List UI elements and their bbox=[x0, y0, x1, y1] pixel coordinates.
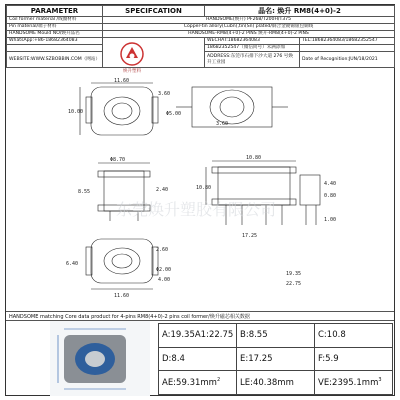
dim-pin-4-4: 4.40 bbox=[324, 181, 337, 187]
param-a: A:19.35A1:22.75 bbox=[159, 324, 237, 348]
core-parameters-table bbox=[158, 323, 393, 395]
param-d: D:8.4 bbox=[159, 347, 237, 371]
header-table bbox=[6, 5, 395, 68]
tel: TEL:18682364083/18682352547 bbox=[300, 38, 395, 45]
dim-bottom-4-0: 4.00 bbox=[158, 277, 171, 283]
wechat: WECHAT:18682364083 bbox=[205, 38, 300, 45]
dim-core-a: 19.35 bbox=[286, 271, 302, 277]
dim-top-offset: 3.60 bbox=[158, 91, 171, 97]
pin-material-label: Pin material/端子材料 bbox=[7, 24, 103, 31]
handsome-logo-icon bbox=[119, 41, 145, 67]
spec-sheet bbox=[5, 4, 395, 396]
technical-drawing bbox=[6, 75, 394, 311]
param-c: C:10.8 bbox=[315, 324, 393, 348]
param-ve: $VE:2395.1mm^3$ bbox=[315, 371, 393, 395]
dim-top-height: 10.00 bbox=[68, 109, 84, 115]
dim-right-height: 10.80 bbox=[196, 185, 212, 191]
bottom-view bbox=[86, 239, 158, 283]
param-f: F:5.9 bbox=[315, 347, 393, 371]
whatsapp: WhatsApp:+86-18682364083 bbox=[7, 38, 103, 45]
dim-bottom-2-6: 2.60 bbox=[156, 247, 169, 253]
dim-bottom-6-4: 6.40 bbox=[66, 261, 79, 267]
address: ADDRESS:东莞市石排下沙大道 276 号焕升工业园 bbox=[205, 52, 300, 68]
date-of-recognition: Date of Recognition:JUN/18/2021 bbox=[300, 52, 395, 68]
param-ae: $AE:59.31mm^2$ bbox=[159, 371, 237, 395]
wechat-2: 18682352547（微信同号）未满添加 bbox=[205, 45, 300, 52]
coil-material-label: Coil former material /线圈材料 bbox=[7, 17, 103, 24]
website-link[interactable]: WEBSITE:WWW.SZBOBBIN.COM（网站） bbox=[7, 52, 103, 68]
dim-pin-span: 17.25 bbox=[242, 233, 258, 239]
model-no-value: HANDSOME-RM8(4+0)-2 PINS 焕升-RM8(4+0)-2 PINS bbox=[103, 31, 395, 38]
dim-side-2-4: 2.40 bbox=[156, 187, 169, 193]
dim-bottom-width: 11.60 bbox=[114, 293, 130, 299]
dim-side-height: 8.55 bbox=[78, 189, 91, 195]
pin-view-right bbox=[176, 87, 288, 127]
watermark: 东莞焕升塑胶有限公司 bbox=[116, 200, 277, 219]
dim-phi-8-7: Φ8.70 bbox=[110, 157, 126, 163]
param-b: B:8.55 bbox=[237, 324, 315, 348]
param-le: LE:40.38mm bbox=[237, 371, 315, 395]
coil-material-value: HANDSOME(焕升) PF268/T200H/T375 bbox=[103, 17, 395, 24]
dim-pin-view-3-6: 3.60 bbox=[216, 121, 229, 127]
dim-bottom-phi-2: Φ2.00 bbox=[156, 267, 172, 273]
dim-core-a1: 22.75 bbox=[286, 281, 302, 287]
logo-text: 焕升塑料 bbox=[123, 69, 141, 74]
dim-right-width: 10.80 bbox=[246, 155, 262, 161]
specification-heading: SPECIFCATION bbox=[103, 6, 205, 17]
top-view bbox=[86, 87, 158, 135]
pin-material-value: Copper-tin allory(Cubn),tin(Sn) plated/铜合金镀锡银包铜线 bbox=[103, 24, 395, 31]
logo-cell bbox=[103, 38, 205, 68]
product-title: 晶名: 焕升 RM8(4+0)-2 bbox=[205, 6, 395, 17]
dim-pin-0-8: 0.80 bbox=[324, 193, 337, 199]
dim-phi-5: Φ5.00 bbox=[166, 111, 182, 117]
core-photo bbox=[50, 321, 150, 396]
model-no-label: HANDSOME Mould NO/焕升品名 bbox=[7, 31, 103, 38]
param-e: E:17.25 bbox=[237, 347, 315, 371]
core-data-caption: HANDSOME matching Core data product for 4-pins RM8(4+0)-2 pins coil former/焕升磁芯相关数据 bbox=[6, 311, 394, 321]
dim-top-width: 11.60 bbox=[114, 78, 130, 84]
parameter-heading: PARAMETER bbox=[7, 6, 103, 17]
dim-pin-1-0: 1.00 bbox=[324, 217, 337, 223]
